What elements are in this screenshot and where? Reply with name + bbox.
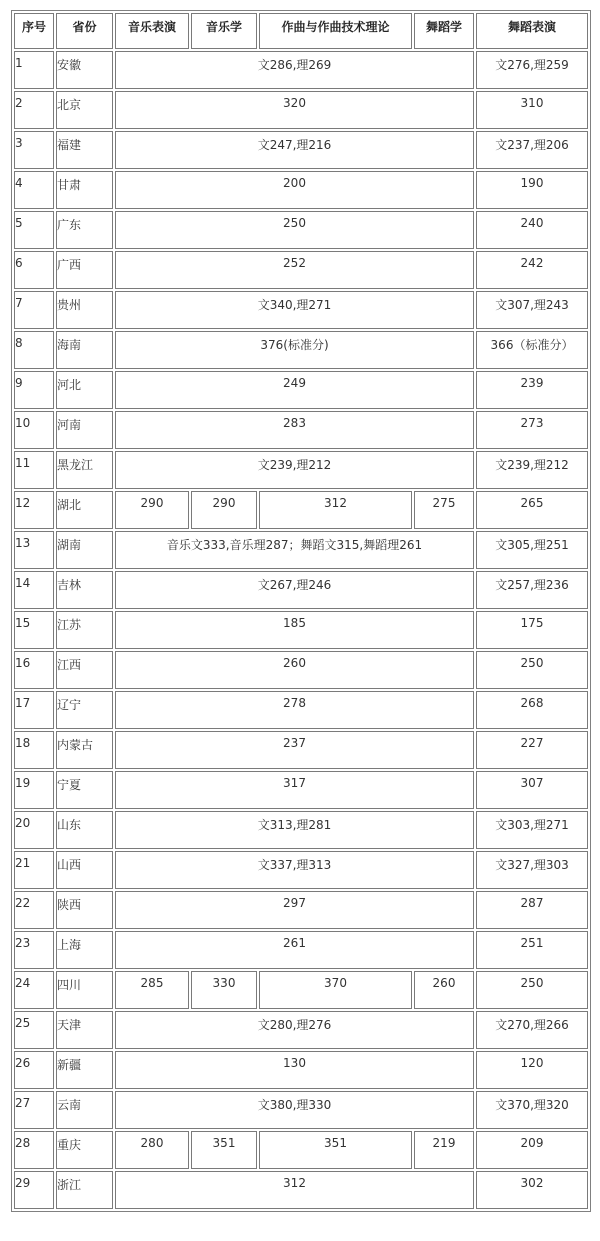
row-dance-performance-score: 文237,理206 bbox=[476, 131, 588, 169]
row-dance-studies-score: 260 bbox=[414, 971, 474, 1009]
header-composition: 作曲与作曲技术理论 bbox=[259, 13, 412, 49]
row-province: 新疆 bbox=[56, 1051, 113, 1089]
row-dance-studies-score: 275 bbox=[414, 491, 474, 529]
row-index: 7 bbox=[14, 291, 54, 329]
row-dance-performance-score: 240 bbox=[476, 211, 588, 249]
row-music-performance-score: 280 bbox=[115, 1131, 189, 1169]
table-row bbox=[14, 1131, 588, 1169]
table-row bbox=[14, 171, 588, 209]
row-unified-score: 250 bbox=[115, 211, 474, 249]
row-musicology-score: 330 bbox=[191, 971, 257, 1009]
row-province: 北京 bbox=[56, 91, 113, 129]
row-province: 河南 bbox=[56, 411, 113, 449]
table-row bbox=[14, 451, 588, 489]
table-row bbox=[14, 1011, 588, 1049]
row-index: 25 bbox=[14, 1011, 54, 1049]
row-dance-performance-score: 227 bbox=[476, 731, 588, 769]
table-row bbox=[14, 211, 588, 249]
table-body bbox=[14, 51, 588, 1209]
row-index: 1 bbox=[14, 51, 54, 89]
row-province: 陕西 bbox=[56, 891, 113, 929]
row-unified-score: 文340,理271 bbox=[115, 291, 474, 329]
row-unified-score: 185 bbox=[115, 611, 474, 649]
row-index: 29 bbox=[14, 1171, 54, 1209]
row-dance-performance-score: 文370,理320 bbox=[476, 1091, 588, 1129]
row-index: 11 bbox=[14, 451, 54, 489]
row-unified-score: 文286,理269 bbox=[115, 51, 474, 89]
row-index: 21 bbox=[14, 851, 54, 889]
row-unified-score: 312 bbox=[115, 1171, 474, 1209]
row-index: 17 bbox=[14, 691, 54, 729]
row-province: 吉林 bbox=[56, 571, 113, 609]
table-row bbox=[14, 931, 588, 969]
table-row bbox=[14, 771, 588, 809]
table-row bbox=[14, 411, 588, 449]
row-province: 山西 bbox=[56, 851, 113, 889]
row-dance-performance-score: 287 bbox=[476, 891, 588, 929]
row-province: 贵州 bbox=[56, 291, 113, 329]
header-province: 省份 bbox=[56, 13, 113, 49]
row-dance-performance-score: 251 bbox=[476, 931, 588, 969]
row-unified-score: 278 bbox=[115, 691, 474, 729]
row-dance-performance-score: 310 bbox=[476, 91, 588, 129]
row-province: 四川 bbox=[56, 971, 113, 1009]
row-unified-score: 237 bbox=[115, 731, 474, 769]
row-dance-performance-score: 239 bbox=[476, 371, 588, 409]
row-dance-performance-score: 文303,理271 bbox=[476, 811, 588, 849]
row-unified-score: 320 bbox=[115, 91, 474, 129]
row-province: 广西 bbox=[56, 251, 113, 289]
row-index: 19 bbox=[14, 771, 54, 809]
row-unified-score: 252 bbox=[115, 251, 474, 289]
table-row bbox=[14, 131, 588, 169]
row-dance-performance-score: 文257,理236 bbox=[476, 571, 588, 609]
row-unified-score: 376(标准分) bbox=[115, 331, 474, 369]
row-province: 辽宁 bbox=[56, 691, 113, 729]
row-index: 23 bbox=[14, 931, 54, 969]
table-row bbox=[14, 691, 588, 729]
row-index: 22 bbox=[14, 891, 54, 929]
row-unified-score: 文267,理246 bbox=[115, 571, 474, 609]
table-row bbox=[14, 491, 588, 529]
row-index: 3 bbox=[14, 131, 54, 169]
table-row bbox=[14, 891, 588, 929]
row-province: 江西 bbox=[56, 651, 113, 689]
row-dance-performance-score: 273 bbox=[476, 411, 588, 449]
row-dance-performance-score: 250 bbox=[476, 651, 588, 689]
row-unified-score: 文380,理330 bbox=[115, 1091, 474, 1129]
row-dance-performance-score: 文239,理212 bbox=[476, 451, 588, 489]
row-dance-performance-score: 175 bbox=[476, 611, 588, 649]
row-index: 12 bbox=[14, 491, 54, 529]
header-musicology: 音乐学 bbox=[191, 13, 257, 49]
header-dance-performance: 舞蹈表演 bbox=[476, 13, 588, 49]
row-province: 天津 bbox=[56, 1011, 113, 1049]
row-index: 24 bbox=[14, 971, 54, 1009]
header-row bbox=[14, 13, 588, 49]
row-index: 4 bbox=[14, 171, 54, 209]
header-dance-studies: 舞蹈学 bbox=[414, 13, 474, 49]
table-row bbox=[14, 251, 588, 289]
row-index: 18 bbox=[14, 731, 54, 769]
row-music-performance-score: 285 bbox=[115, 971, 189, 1009]
table-row bbox=[14, 51, 588, 89]
row-dance-performance-score: 190 bbox=[476, 171, 588, 209]
table-row bbox=[14, 851, 588, 889]
row-province: 湖南 bbox=[56, 531, 113, 569]
table-row bbox=[14, 91, 588, 129]
row-musicology-score: 290 bbox=[191, 491, 257, 529]
table-row bbox=[14, 371, 588, 409]
row-province: 黑龙江 bbox=[56, 451, 113, 489]
row-index: 8 bbox=[14, 331, 54, 369]
table-row bbox=[14, 331, 588, 369]
row-dance-performance-score: 302 bbox=[476, 1171, 588, 1209]
score-table bbox=[11, 10, 591, 1212]
row-province: 海南 bbox=[56, 331, 113, 369]
table-row bbox=[14, 1171, 588, 1209]
row-index: 14 bbox=[14, 571, 54, 609]
row-composition-score: 312 bbox=[259, 491, 412, 529]
row-dance-performance-score: 文270,理266 bbox=[476, 1011, 588, 1049]
row-province: 广东 bbox=[56, 211, 113, 249]
table-row bbox=[14, 1051, 588, 1089]
row-index: 27 bbox=[14, 1091, 54, 1129]
row-dance-performance-score: 268 bbox=[476, 691, 588, 729]
row-province: 上海 bbox=[56, 931, 113, 969]
row-unified-score: 文337,理313 bbox=[115, 851, 474, 889]
row-dance-performance-score: 242 bbox=[476, 251, 588, 289]
row-province: 甘肃 bbox=[56, 171, 113, 209]
row-province: 山东 bbox=[56, 811, 113, 849]
row-unified-score: 283 bbox=[115, 411, 474, 449]
row-unified-score: 音乐文333,音乐理287；舞蹈文315,舞蹈理261 bbox=[115, 531, 474, 569]
row-unified-score: 130 bbox=[115, 1051, 474, 1089]
row-unified-score: 文239,理212 bbox=[115, 451, 474, 489]
row-unified-score: 文280,理276 bbox=[115, 1011, 474, 1049]
header-music-performance: 音乐表演 bbox=[115, 13, 189, 49]
row-index: 9 bbox=[14, 371, 54, 409]
row-unified-score: 260 bbox=[115, 651, 474, 689]
row-composition-score: 370 bbox=[259, 971, 412, 1009]
row-dance-performance-score: 文307,理243 bbox=[476, 291, 588, 329]
row-music-performance-score: 290 bbox=[115, 491, 189, 529]
row-index: 6 bbox=[14, 251, 54, 289]
row-province: 安徽 bbox=[56, 51, 113, 89]
row-dance-performance-score: 120 bbox=[476, 1051, 588, 1089]
row-index: 26 bbox=[14, 1051, 54, 1089]
row-unified-score: 317 bbox=[115, 771, 474, 809]
row-index: 5 bbox=[14, 211, 54, 249]
row-unified-score: 249 bbox=[115, 371, 474, 409]
row-unified-score: 297 bbox=[115, 891, 474, 929]
table-row bbox=[14, 731, 588, 769]
row-composition-score: 351 bbox=[259, 1131, 412, 1169]
table-row bbox=[14, 811, 588, 849]
row-province: 宁夏 bbox=[56, 771, 113, 809]
row-dance-performance-score: 366（标准分） bbox=[476, 331, 588, 369]
row-province: 河北 bbox=[56, 371, 113, 409]
row-index: 13 bbox=[14, 531, 54, 569]
row-dance-performance-score: 307 bbox=[476, 771, 588, 809]
row-dance-performance-score: 250 bbox=[476, 971, 588, 1009]
row-province: 云南 bbox=[56, 1091, 113, 1129]
row-dance-studies-score: 219 bbox=[414, 1131, 474, 1169]
row-index: 2 bbox=[14, 91, 54, 129]
row-province: 浙江 bbox=[56, 1171, 113, 1209]
table-row bbox=[14, 531, 588, 569]
score-table-wrapper bbox=[11, 10, 588, 1212]
row-index: 10 bbox=[14, 411, 54, 449]
row-index: 16 bbox=[14, 651, 54, 689]
row-province: 江苏 bbox=[56, 611, 113, 649]
row-index: 20 bbox=[14, 811, 54, 849]
table-row bbox=[14, 291, 588, 329]
table-row bbox=[14, 611, 588, 649]
header-index: 序号 bbox=[14, 13, 54, 49]
row-unified-score: 200 bbox=[115, 171, 474, 209]
row-province: 福建 bbox=[56, 131, 113, 169]
row-index: 15 bbox=[14, 611, 54, 649]
row-musicology-score: 351 bbox=[191, 1131, 257, 1169]
row-province: 湖北 bbox=[56, 491, 113, 529]
table-row bbox=[14, 651, 588, 689]
row-dance-performance-score: 文327,理303 bbox=[476, 851, 588, 889]
row-dance-performance-score: 文276,理259 bbox=[476, 51, 588, 89]
row-index: 28 bbox=[14, 1131, 54, 1169]
row-province: 重庆 bbox=[56, 1131, 113, 1169]
row-dance-performance-score: 265 bbox=[476, 491, 588, 529]
table-header bbox=[14, 13, 588, 49]
table-row bbox=[14, 1091, 588, 1129]
row-dance-performance-score: 文305,理251 bbox=[476, 531, 588, 569]
row-unified-score: 文247,理216 bbox=[115, 131, 474, 169]
table-row bbox=[14, 571, 588, 609]
row-unified-score: 文313,理281 bbox=[115, 811, 474, 849]
row-province: 内蒙古 bbox=[56, 731, 113, 769]
row-unified-score: 261 bbox=[115, 931, 474, 969]
row-dance-performance-score: 209 bbox=[476, 1131, 588, 1169]
table-row bbox=[14, 971, 588, 1009]
